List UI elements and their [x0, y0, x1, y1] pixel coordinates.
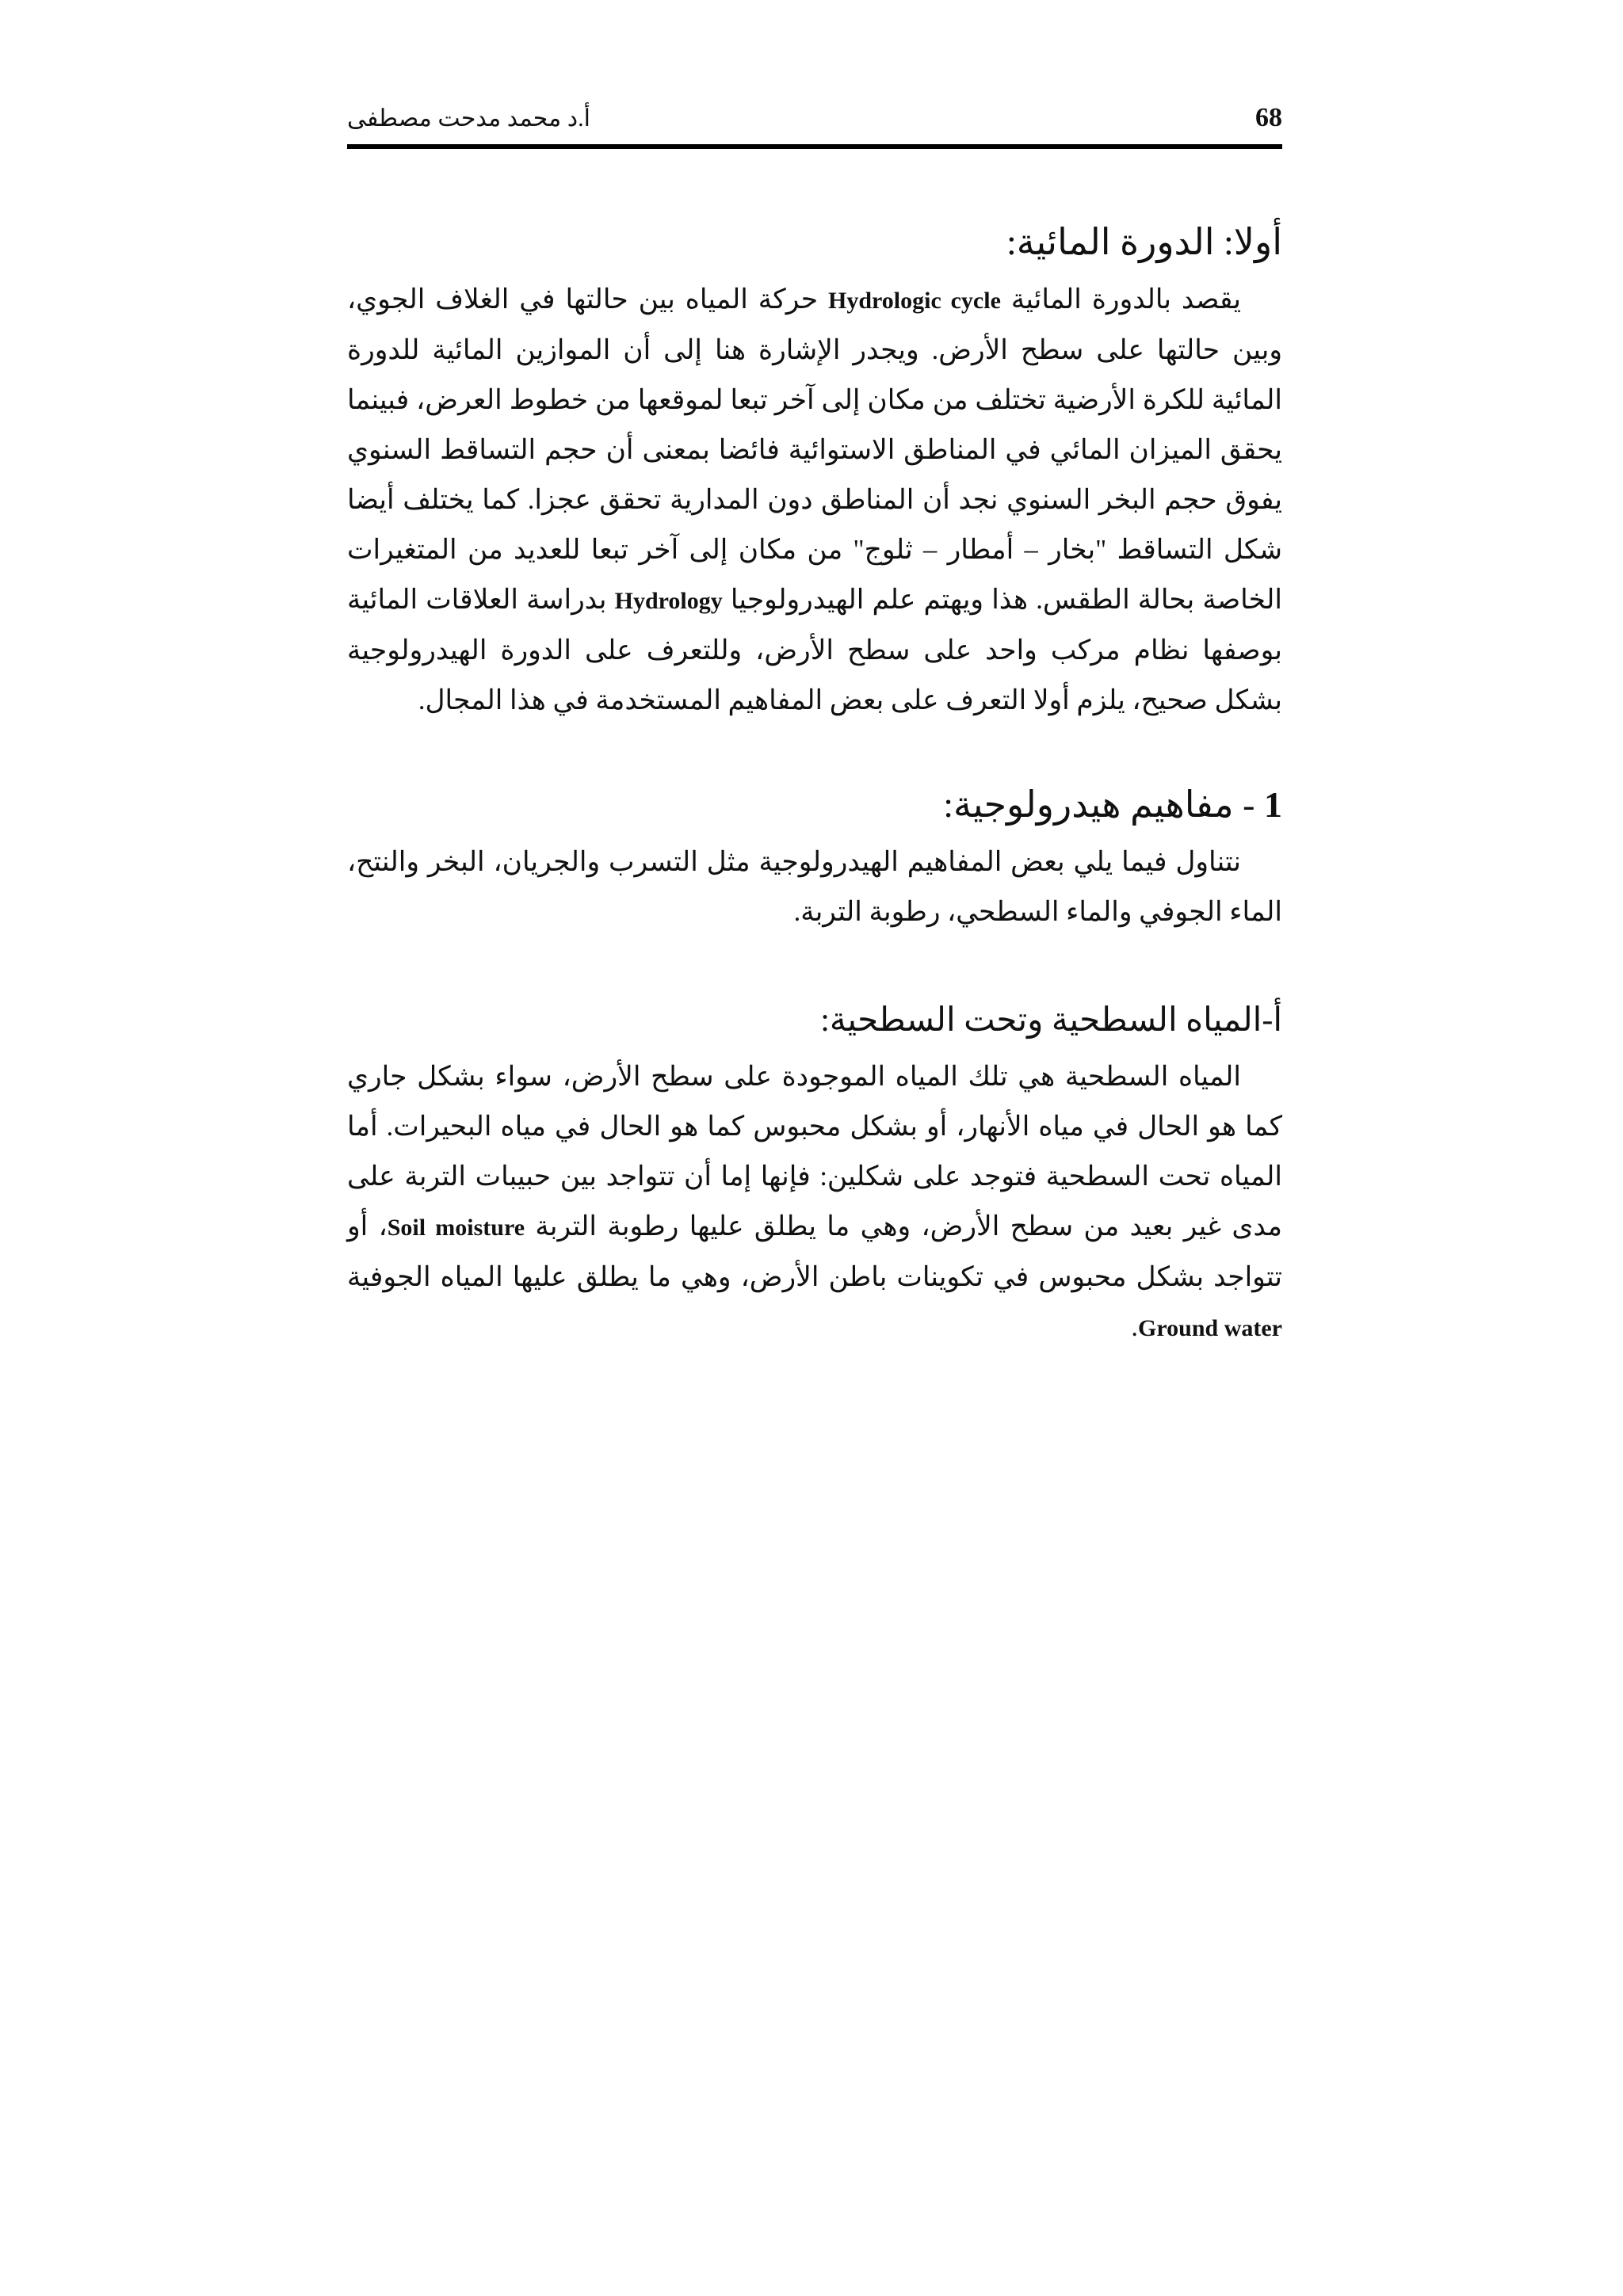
term-soil-moisture: Soil moisture: [387, 1214, 525, 1241]
paragraph-surface-water: [347, 1052, 1282, 1353]
term-hydrologic-cycle: Hydrologic cycle: [828, 288, 1001, 315]
term-ground-water: Ground water: [1138, 1314, 1282, 1341]
text-run: .: [1131, 1311, 1139, 1342]
section-heading-water-cycle: أولا: الدورة المائية:: [1006, 222, 1282, 262]
text-run: حركة المياه بين حالتها في الغلاف الجوي، وبين حالتها على سطح الأرض. ويجدر الإشارة هنا إلى أن الموازين المائية للدورة المائية للكرة الأرضية تختلف من مكان إلى آخر تبعا لموقعها من خطوط العرض، فبينما يحقق الميزان المائي في المناطق الاستوائية فائضا بمعنى أن حجم التساقط السنوي يفوق حجم البخر السنوي نجد أن المناطق دون المدارية تحقق عجزا. كما يختلف أيضا شكل التساقط "بخار – أمطار – ثلوج" من مكان إلى آخر تبعا للعديد من المتغيرات الخاصة بحالة الطقس. هذا ويهتم علم الهيدرولوجيا: [347, 284, 1282, 616]
text-run: ، أو تتواجد بشكل محبوس في تكوينات باطن الأرض، وهي ما يطلق عليها المياه الجوفية: [347, 1211, 1282, 1292]
paragraph-concepts: نتناول فيما يلي بعض المفاهيم الهيدرولوجية مثل التسرب والجريان، البخر والنتح، الماء الجوفي والماء السطحي، رطوبة التربة.: [347, 847, 1282, 928]
paragraph-water-cycle: [347, 275, 1282, 726]
author-name: أ.د محمد مدحت مصطفى: [347, 105, 590, 132]
page-number: 68: [1255, 103, 1282, 132]
page-header: [347, 95, 1282, 149]
text-run: يقصد بالدورة المائية: [1000, 284, 1241, 315]
section-number: 1: [1264, 784, 1282, 826]
document-page: [347, 95, 1282, 1353]
section-title: - مفاهيم هيدرولوجية:: [943, 784, 1264, 826]
section-heading-surface-water: أ-المياه السطحية وتحت السطحية:: [820, 1002, 1282, 1039]
text-run: بدراسة العلاقات المائية بوصفها نظام مركب واحد على سطح الأرض، وللتعرف على الدورة الهيدرولوجية بشكل صحيح، يلزم أولا التعرف على بعض المفاهيم المستخدمة في هذا المجال.: [347, 585, 1282, 716]
term-hydrology: Hydrology: [614, 588, 723, 615]
section-heading-hydrological-concepts: [347, 783, 1282, 826]
text-run: المياه السطحية هي تلك المياه الموجودة على سطح الأرض، سواء بشكل جاري كما هو الحال في مياه الأنهار، أو بشكل محبوس كما هو الحال في مياه البحيرات. أما المياه تحت السطحية فتوجد على شكلين: فإنها إما أن تتواجد بين حبيبات التربة على مدى غير بعيد من سطح الأرض، وهي ما يطلق عليها رطوبة التربة: [347, 1061, 1283, 1241]
